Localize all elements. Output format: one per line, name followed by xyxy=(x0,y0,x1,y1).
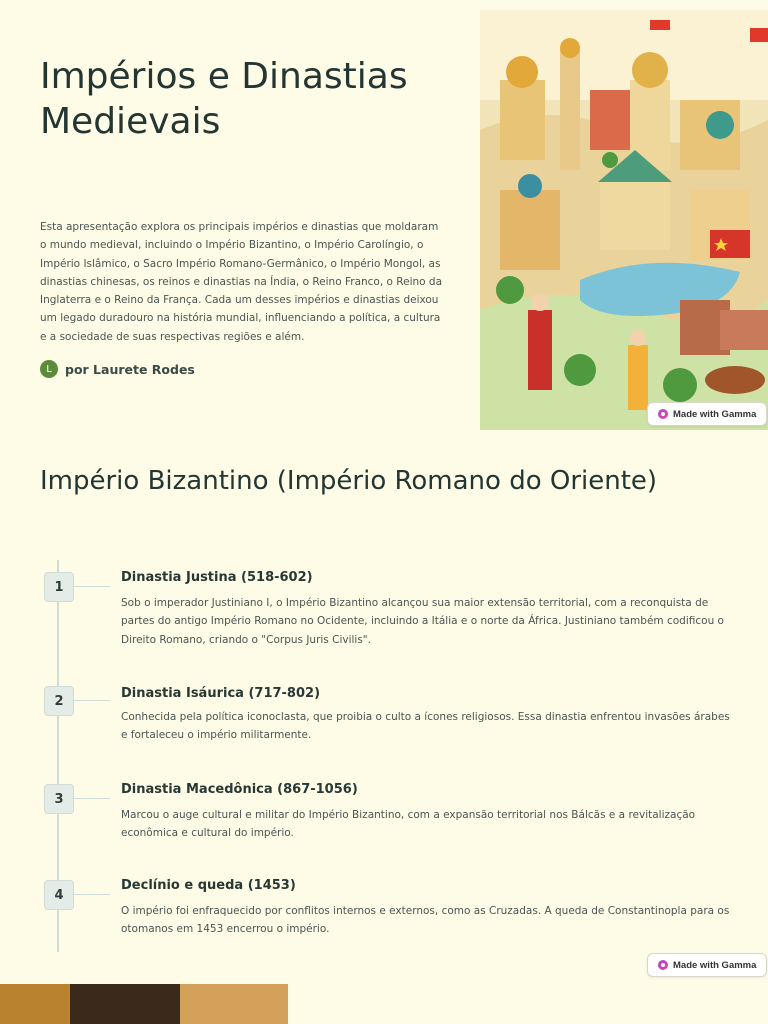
badge-label: Made with Gamma xyxy=(673,959,757,971)
step-number: 4 xyxy=(44,880,74,910)
gamma-logo-icon xyxy=(658,409,668,419)
title-slide xyxy=(0,0,768,432)
step-number: 3 xyxy=(44,784,74,814)
item-text: Marcou o auge cultural e militar do Império Bizantino, com a expansão territorial nos Bálcãs e a revitalização econômica e cultural do império. xyxy=(121,809,696,840)
item-title: Dinastia Justina (518-602) xyxy=(121,570,313,585)
timeline-connector xyxy=(72,700,110,701)
item-text: Sob o imperador Justiniano I, o Império Bizantino alcançou sua maior extensão territorial, com a reconquista de partes do antigo Império Romano no Ocidente, incluindo a Itália e o norte da África. Justiniano também codificou o Direito Romano, criando o "Corpus Juris Civilis". xyxy=(121,597,724,646)
author-name: por Laurete Rodes xyxy=(65,361,195,377)
item-title: Dinastia Isáurica (717-802) xyxy=(121,686,321,701)
timeline-connector xyxy=(72,894,110,895)
item-title: Dinastia Macedônica (867-1056) xyxy=(121,782,358,797)
intro-paragraph: Esta apresentação explora os principais impérios e dinastias que moldaram o mundo medieval, incluindo o Império Bizantino, o Império Carolíngio, o Império Islâmico, o Sacro Império Romano-Germânico, o Império Mongol, as dinastias chinesas, os reinos e dinastias na Índia, o Reino Franco, o Reino da Inglaterra e o Reino da França. Cada um desses impérios e dinastias deixou um legado duradouro na história mundial, influenciando a política, a cultura e a sociedade de suas respectivas regiões e além. xyxy=(40,221,443,343)
item-text: Conhecida pela política iconoclasta, que proibia o culto a ícones religiosos. Essa dinastia enfrentou invasões árabes e fortaleceu o império militarmente. xyxy=(121,711,730,742)
next-slide-area xyxy=(288,984,768,1024)
section-title: Império Bizantino (Império Romano do Oriente) xyxy=(40,466,658,496)
gamma-logo-icon xyxy=(658,960,668,970)
medieval-city-illustration xyxy=(480,10,768,430)
timeline-connector xyxy=(72,586,110,587)
page-title: Impérios e Dinastias Medievais xyxy=(40,56,408,142)
avatar: L xyxy=(40,360,58,378)
item-title: Declínio e queda (1453) xyxy=(121,878,296,893)
author xyxy=(40,360,195,378)
made-with-gamma-badge[interactable] xyxy=(647,953,767,977)
byzantine-slide xyxy=(0,440,768,980)
illustration-svg xyxy=(480,10,768,430)
timeline-connector xyxy=(72,798,110,799)
next-slide-photo xyxy=(0,984,288,1024)
item-text: O império foi enfraquecido por conflitos internos e externos, como as Cruzadas. A queda de Constantinopla para os otomanos em 1453 encerrou o império. xyxy=(121,905,730,936)
step-number: 2 xyxy=(44,686,74,716)
step-number: 1 xyxy=(44,572,74,602)
badge-label: Made with Gamma xyxy=(673,408,757,420)
made-with-gamma-badge[interactable] xyxy=(647,402,767,426)
photo-svg xyxy=(0,984,288,1024)
